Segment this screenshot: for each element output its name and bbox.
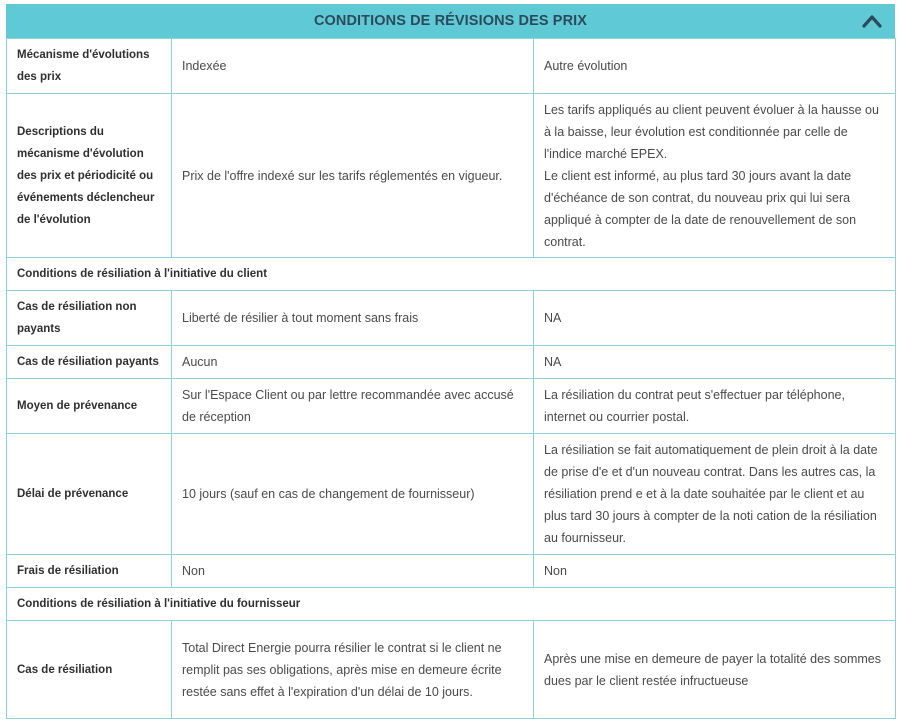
panel-title: CONDITIONS DE RÉVISIONS DES PRIX xyxy=(313,13,588,29)
cell-value xyxy=(534,94,896,258)
section-row xyxy=(7,258,896,291)
cell-value: Indexée xyxy=(172,39,534,94)
cell-value: La résiliation du contrat peut s'effectuer par téléphone, internet ou courrier postal. xyxy=(534,379,896,434)
panel-header[interactable] xyxy=(6,4,895,38)
cell-value: Non xyxy=(172,555,534,588)
price-revision-panel xyxy=(6,4,895,719)
row-label: Délai de prévenance xyxy=(7,434,172,555)
conditions-table xyxy=(6,38,896,719)
table-row xyxy=(7,621,896,719)
cell-value: La résiliation se fait automatiquement de plein droit à la date de prise d'e et d'un nouveau contrat. Dans les autres cas, la résiliation prend e et à la date souhaitée par le client et au plus tard 30 jours à compter de la noti cation de la résiliation au fournisseur. xyxy=(534,434,896,555)
cell-value: 10 jours (sauf en cas de changement de fournisseur) xyxy=(172,434,534,555)
table-row xyxy=(7,346,896,379)
cell-value: Après une mise en demeure de payer la totalité des sommes dues par le client restée infructueuse xyxy=(534,621,896,719)
collapse-button[interactable] xyxy=(859,8,885,34)
section-title: Conditions de résiliation à l'initiative du client xyxy=(7,258,896,291)
cell-value: Liberté de résilier à tout moment sans frais xyxy=(172,291,534,346)
row-label: Cas de résiliation payants xyxy=(7,346,172,379)
cell-value: NA xyxy=(534,346,896,379)
table-row xyxy=(7,291,896,346)
table-row xyxy=(7,555,896,588)
row-label: Frais de résiliation xyxy=(7,555,172,588)
cell-value: Sur l'Espace Client ou par lettre recommandée avec accusé de réception xyxy=(172,379,534,434)
cell-value: Autre évolution xyxy=(534,39,896,94)
table-row xyxy=(7,94,896,258)
cell-value: NA xyxy=(534,291,896,346)
chevron-up-icon xyxy=(862,14,882,28)
table-row xyxy=(7,434,896,555)
table-row xyxy=(7,379,896,434)
cell-value: Total Direct Energie pourra résilier le contrat si le client ne remplit pas ses obligations, après mise en demeure écrite restée sans effet à l'expiration d'un délai de 10 jours. xyxy=(172,621,534,719)
cell-value: Prix de l'offre indexé sur les tarifs réglementés en vigueur. xyxy=(172,94,534,258)
cell-value: Aucun xyxy=(172,346,534,379)
row-label: Mécanisme d'évolutions des prix xyxy=(7,39,172,94)
section-title: Conditions de résiliation à l'initiative du fournisseur xyxy=(7,588,896,621)
row-label: Cas de résiliation xyxy=(7,621,172,719)
row-label: Cas de résiliation non payants xyxy=(7,291,172,346)
cell-paragraph: Les tarifs appliqués au client peuvent évoluer à la hausse ou à la baisse, leur évolution est conditionnée par celle de l'indice marché EPEX. xyxy=(544,102,879,161)
row-label: Descriptions du mécanisme d'évolution des prix et périodicité ou événements déclencheur de l'évolution xyxy=(7,94,172,258)
table-row xyxy=(7,39,896,94)
section-row xyxy=(7,588,896,621)
row-label: Moyen de prévenance xyxy=(7,379,172,434)
cell-paragraph: Le client est informé, au plus tard 30 jours avant la date d'échéance de son contrat, du nouveau prix qui lui sera appliqué à compter de la date de renouvellement de son contrat. xyxy=(544,168,857,249)
cell-value: Non xyxy=(534,555,896,588)
